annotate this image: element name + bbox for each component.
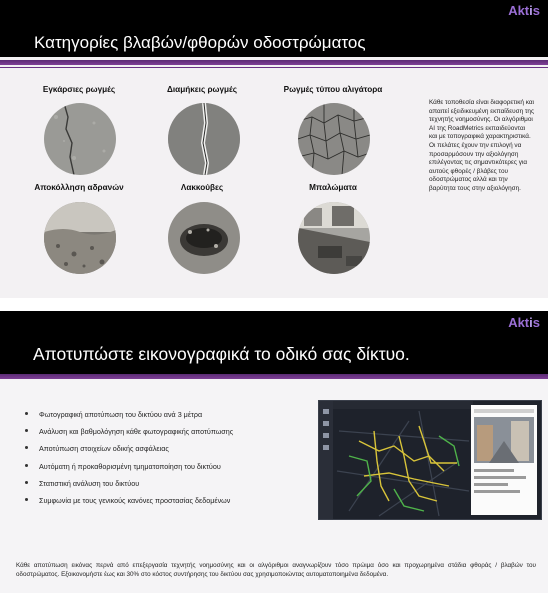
category-label: Αποκόλληση αδρανών [34,183,124,192]
longitudinal-crack-photo-icon [168,103,240,175]
slide-header [0,0,548,57]
raveling-photo-icon [44,202,116,274]
patching-photo-icon [298,202,370,274]
alligator-crack-photo-icon [298,103,370,175]
category-label: Μπαλώματα [309,183,357,192]
slide-title: Αποτυπώστε εικονογραφικά το οδικό σας δίκτυο. [33,344,410,364]
category-label: Εγκάρσιες ρωγμές [42,85,116,94]
feature-item: Φωτογραφική αποτύπωση του δικτύου ανά 3 μέτρα [25,410,233,427]
slide-title: Κατηγορίες βλαβών/φθορών οδοστρώματος [34,33,366,52]
aktis-logo: Aktis [508,315,540,330]
footer-description: Κάθε αποτύπωση εικόνας περνά από επεξεργασία τεχνητής νοημοσύνης και οι αλγόριθμοι αναγνωρίζουν τόσο πρώιμα όσο και προχωρημένα στάδια φθοράς / βλαβών του οδοστρώματος. Εξοικονομήστε έως και 30% στο κόστος συντήρησης του δικτύου σας χρησιμοποιώντας αυτοματοποιημένα δεδομένα. [16,562,536,578]
category-label: Διαμήκεις ρωγμές [167,85,237,94]
feature-item: Συμφωνία με τους γενικούς κανόνες προστασίας δεδομένων [25,496,233,513]
category-label: Λακκούβες [180,183,224,192]
transverse-crack-photo-icon [44,103,116,175]
pothole-photo-icon [168,202,240,274]
header-divider [0,374,548,379]
feature-item: Στατιστική ανάλυση του δικτύου [25,479,233,496]
category-description: Κάθε τοποθεσία είναι διαφορετική και απαιτεί εξειδικευμένη εκπαίδευση της τεχνητής νοημοσύνης. Οι αλγόριθμοι AI της RoadMetrics εκπαιδεύονται και με τοπογραφικά χαρακτηριστικά. Οι πελάτες έχουν την επιλογή να προσαρμόσουν την αξιολόγηση επιλέγοντας τις σημαντικότερες για αυτούς φθορές / βλάβες του οδοστρώματος αλλά και την βαρύτητα τους στην αξιολόγηση. [429,99,535,192]
category-label: Ρωγμές τύπου αλιγάτορα [283,85,383,94]
feature-item: Αυτόματη ή προκαθορισμένη τμηματοποίηση του δικτύου [25,462,233,479]
feature-list [25,410,233,513]
aktis-logo: Aktis [508,3,540,18]
feature-item: Αποτύπωση στοιχείων οδικής ασφάλειας [25,444,233,461]
feature-item: Ανάλυση και βαθμολόγηση κάθε φωτογραφικής αποτύπωσης [25,427,233,444]
map-dashboard-screenshot-icon [318,400,542,520]
slide-header [0,311,548,374]
header-thin-divider [0,67,548,68]
header-divider [0,60,548,65]
